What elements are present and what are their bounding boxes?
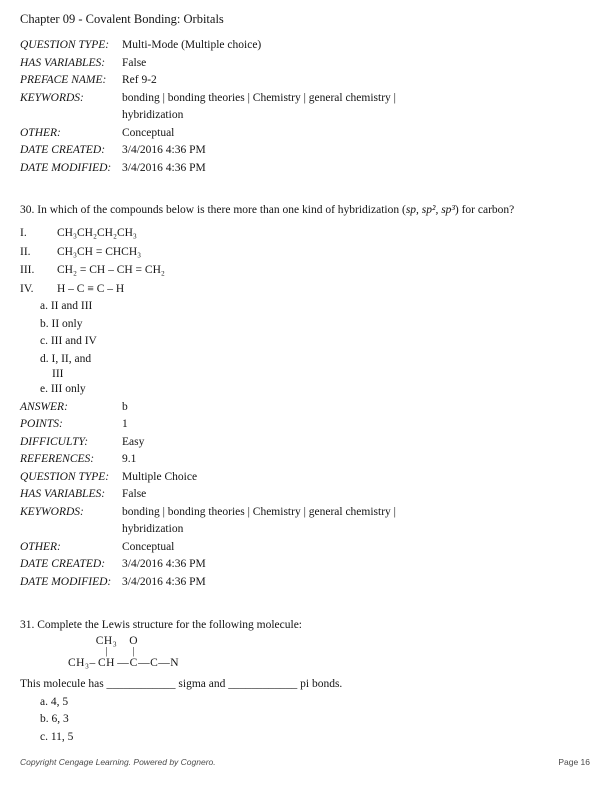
metadata-label: DATE CREATED: [20, 144, 106, 156]
metadata-row [20, 486, 590, 504]
option-c: c. III and IV [40, 335, 97, 347]
compound-numeral: II. [20, 245, 31, 258]
metadata-value: 9.1 [122, 453, 137, 465]
bond-mid: — [117, 657, 130, 669]
metadata-value: Conceptual [122, 540, 175, 553]
metadata-row [20, 574, 590, 592]
single-bond-icon: | [105, 646, 108, 657]
option-d-line-2: III [52, 368, 64, 380]
compound-formula: CH₃CH₂CH₂CH₃ [57, 227, 137, 239]
metadata-row [20, 160, 590, 178]
metadata-row [20, 37, 590, 55]
metadata-row [20, 142, 590, 160]
metadata-row [20, 55, 590, 73]
carbonyl-column [129, 635, 138, 670]
metadata-row [20, 556, 590, 574]
compound-item [20, 224, 590, 243]
question-30-text [20, 203, 590, 218]
compound-numeral: IV. [20, 282, 34, 295]
page-footer [20, 757, 590, 767]
compound-item [20, 243, 590, 262]
fill-in-sentence: This molecule has ____________ sigma and ____________ pi bonds. [20, 678, 343, 690]
option-d-line-1: d. I, II, and [40, 352, 92, 365]
metadata-label: DATE CREATED: [20, 558, 106, 570]
question-31-options [40, 694, 590, 747]
ch-atom: CH [98, 657, 115, 669]
option-d [40, 351, 590, 382]
metadata-label: KEYWORDS: [20, 91, 84, 104]
metadata-row [20, 469, 590, 487]
metadata-row [20, 451, 590, 469]
question-30-metadata-block [20, 399, 590, 592]
keywords-line-2: hybridization [122, 109, 184, 121]
metadata-value: 3/4/2016 4:36 PM [122, 161, 206, 174]
metadata-value: Easy [122, 435, 145, 448]
metadata-label: REFERENCES: [20, 453, 95, 465]
metadata-label: HAS VARIABLES: [20, 488, 106, 500]
ch-column [96, 635, 118, 670]
metadata-label: QUESTION TYPE: [20, 39, 110, 51]
question-30 [20, 203, 590, 591]
question-30-text-before: 30. In which of the compounds below is there more than one kind of hybridization ( [20, 204, 406, 216]
metadata-row [20, 125, 590, 143]
question-30-text-after: ) for carbon? [454, 204, 515, 216]
question-30-options [40, 298, 590, 399]
page-title: Chapter 09 - Covalent Bonding: Orbitals [20, 12, 224, 26]
question-31 [20, 618, 590, 746]
metadata-value: Multi-Mode (Multiple choice) [122, 39, 262, 51]
oxygen-branch: O [129, 635, 139, 647]
keywords-line-1: bonding | bonding theories | Chemistry | general chemistry | [122, 91, 396, 104]
metadata-label: DIFFICULTY: [20, 435, 89, 448]
metadata-value: 1 [122, 418, 128, 430]
option-e: e. III only [40, 383, 86, 395]
metadata-value: 3/4/2016 4:36 PM [122, 144, 206, 156]
question-30-text-italic: sp, sp², sp³ [405, 204, 455, 216]
metadata-label: DATE MODIFIED: [20, 161, 112, 174]
metadata-value: False [122, 56, 147, 69]
metadata-value: Multiple Choice [122, 470, 198, 483]
metadata-value [122, 504, 590, 539]
metadata-row [20, 434, 590, 452]
metadata-value: False [122, 488, 147, 500]
metadata-value: 3/4/2016 4:36 PM [122, 558, 206, 570]
compound-formula: CH₃CH = CHCH₃ [57, 245, 142, 258]
metadata-label: OTHER: [20, 126, 61, 139]
lewis-structure-diagram [68, 633, 590, 670]
compound-formula: CH₂ = CH – CH = CH₂ [57, 264, 165, 276]
compound-numeral: III. [20, 264, 35, 276]
copyright-text: Copyright Cengage Learning. Powered by Cognero. [20, 757, 216, 767]
compound-numeral: I. [20, 227, 27, 239]
metadata-value: 3/4/2016 4:36 PM [122, 575, 206, 588]
c-atom: C [129, 657, 138, 669]
keywords-line-1: bonding | bonding theories | Chemistry | general chemistry | [122, 505, 396, 518]
metadata-row-keywords [20, 504, 590, 539]
metadata-label: HAS VARIABLES: [20, 56, 106, 69]
compound-item [20, 261, 590, 280]
metadata-row [20, 416, 590, 434]
option-a: a. II and III [40, 300, 93, 312]
option-b: b. 6, 3 [40, 713, 69, 725]
metadata-value: Conceptual [122, 126, 175, 139]
compound-list [20, 224, 590, 298]
metadata-label: QUESTION TYPE: [20, 470, 110, 483]
chain-start: CH₃– [68, 657, 96, 669]
methyl-branch: CH₃ [95, 635, 118, 647]
metadata-label: OTHER: [20, 540, 61, 553]
keywords-line-2: hybridization [122, 523, 184, 535]
metadata-label: POINTS: [20, 418, 63, 430]
metadata-row [20, 399, 590, 417]
chain-end: —C—N [138, 657, 180, 669]
compound-formula: H – C ≡ C – H [57, 282, 125, 295]
metadata-value: b [122, 400, 128, 413]
metadata-value: Ref 9-2 [122, 74, 157, 86]
metadata-label: DATE MODIFIED: [20, 575, 112, 588]
option-b: b. II only [40, 317, 83, 330]
option-c: c. 11, 5 [40, 730, 74, 743]
option-a: a. 4, 5 [40, 695, 69, 708]
metadata-value [122, 90, 590, 125]
single-bond-icon: | [132, 646, 135, 657]
compound-item [20, 280, 590, 299]
metadata-label: PREFACE NAME: [20, 74, 107, 86]
metadata-label: KEYWORDS: [20, 505, 84, 518]
metadata-label: ANSWER: [20, 400, 68, 413]
metadata-row-keywords [20, 90, 590, 125]
metadata-row [20, 72, 590, 90]
question-31-text: 31. Complete the Lewis structure for the following molecule: [20, 619, 302, 631]
page-number: Page 16 [558, 757, 590, 767]
preface-metadata-block [20, 37, 590, 177]
metadata-row [20, 539, 590, 557]
